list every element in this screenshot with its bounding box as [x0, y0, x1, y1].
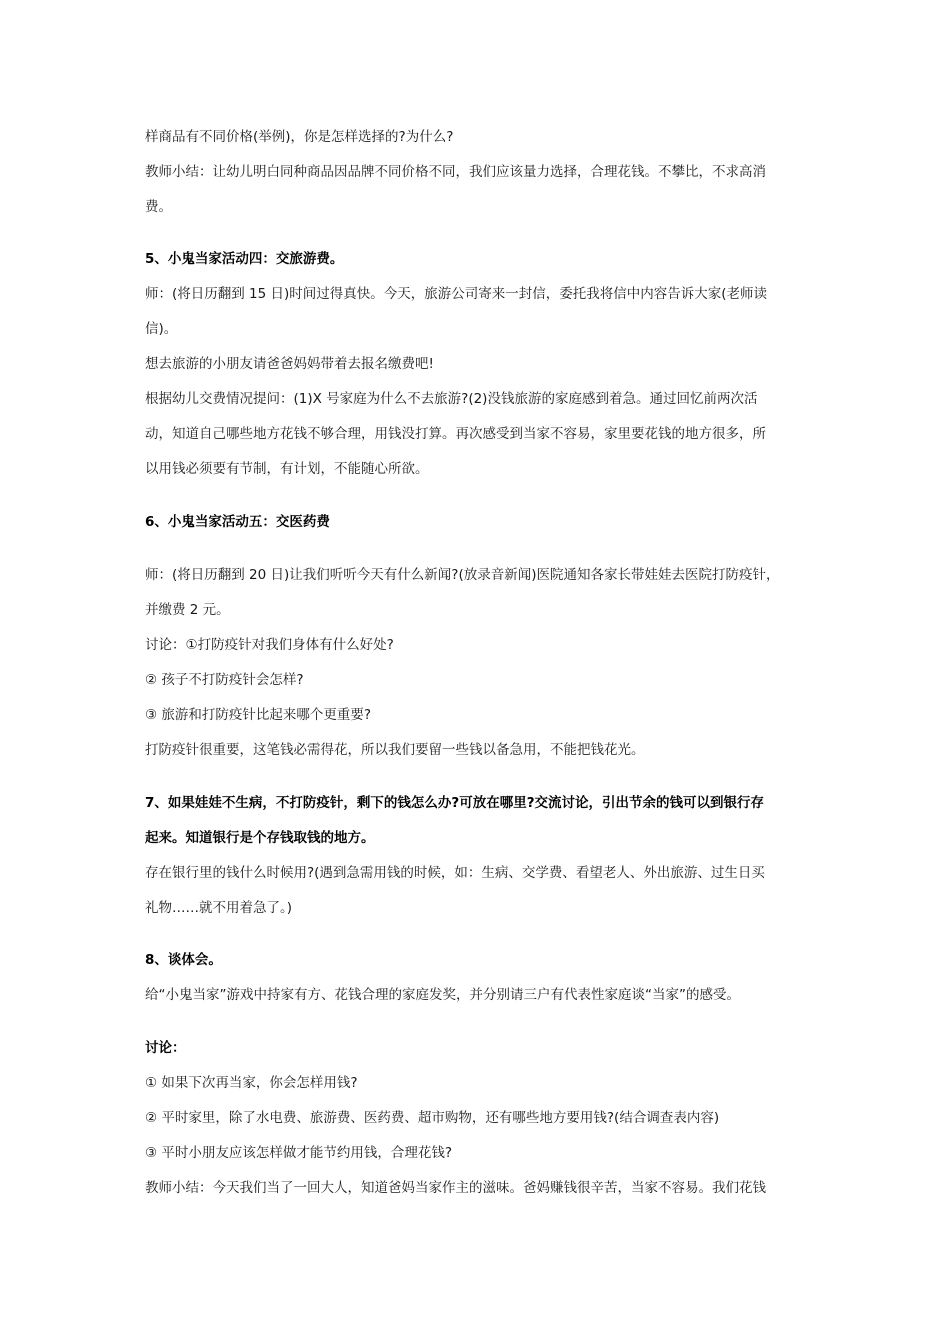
text-line: 礼物……就不用着急了。): [145, 900, 293, 916]
text-line: ① 如果下次再当家，你会怎样用钱?: [145, 1075, 358, 1091]
text-line: 以用钱必须要有节制，有计划，不能随心所欲。: [145, 461, 429, 477]
text-line: 根据幼儿交费情况提问：(1)X 号家庭为什么不去旅游?(2)没钱旅游的家庭感到着急。通过回忆前两次活: [145, 391, 758, 407]
text-line: 样商品有不同价格(举例)，你是怎样选择的?为什么?: [145, 129, 454, 145]
text-line: 打防疫针很重要，这笔钱必需得花，所以我们要留一些钱以备急用，不能把钱花光。: [145, 742, 645, 758]
text-line: 教师小结：让幼儿明白同种商品因品牌不同价格不同，我们应该量力选择，合理花钱。不攀比，不求高消: [145, 164, 766, 180]
section-heading-8: 8、谈体会。: [145, 952, 222, 968]
text-line: ③ 平时小朋友应该怎样做才能节约用钱，合理花钱?: [145, 1145, 453, 1161]
text-line: ② 孩子不打防疫针会怎样?: [145, 672, 304, 688]
text-line: ③ 旅游和打防疫针比起来哪个更重要?: [145, 707, 372, 723]
text-line: 费。: [145, 199, 172, 215]
text-line: 存在银行里的钱什么时候用?(遇到急需用钱的时候，如：生病、交学费、看望老人、外出旅游、过生日买: [145, 865, 765, 881]
section-heading-6: 6、小鬼当家活动五：交医药费: [145, 514, 330, 530]
text-line: 信)。: [145, 321, 178, 337]
text-line: 动，知道自己哪些地方花钱不够合理，用钱没打算。再次感受到当家不容易，家里要花钱的地方很多，所: [145, 426, 766, 442]
text-line: 并缴费 2 元。: [145, 602, 230, 618]
section-heading-7: 7、如果娃娃不生病，不打防疫针，剩下的钱怎么办?可放在哪里?交流讨论，引出节余的钱可以到银行存: [145, 795, 765, 811]
text-line: 给“小鬼当家”游戏中持家有方、花钱合理的家庭发奖，并分别请三户有代表性家庭谈“当家”的感受。: [145, 987, 740, 1003]
discussion-label: 讨论：: [145, 1040, 186, 1056]
text-line: ② 平时家里，除了水电费、旅游费、医药费、超市购物，还有哪些地方要用钱?(结合调查表内容): [145, 1110, 720, 1126]
text-line: 师：(将日历翻到 15 日)时间过得真快。今天，旅游公司寄来一封信，委托我将信中内容告诉大家(老师读: [145, 286, 768, 302]
section-heading-7-cont: 起来。知道银行是个存钱取钱的地方。: [145, 830, 375, 846]
text-line: 教师小结：今天我们当了一回大人，知道爸妈当家作主的滋味。爸妈赚钱很辛苦，当家不容易。我们花钱: [145, 1180, 766, 1196]
text-line: 想去旅游的小朋友请爸爸妈妈带着去报名缴费吧!: [145, 356, 434, 372]
text-line: 师：(将日历翻到 20 日)让我们听听今天有什么新闻?(放录音新闻)医院通知各家长带娃娃去医院打防疫针，: [145, 567, 780, 583]
text-line: 讨论：①打防疫针对我们身体有什么好处?: [145, 637, 394, 653]
section-heading-5: 5、小鬼当家活动四：交旅游费。: [145, 251, 344, 267]
